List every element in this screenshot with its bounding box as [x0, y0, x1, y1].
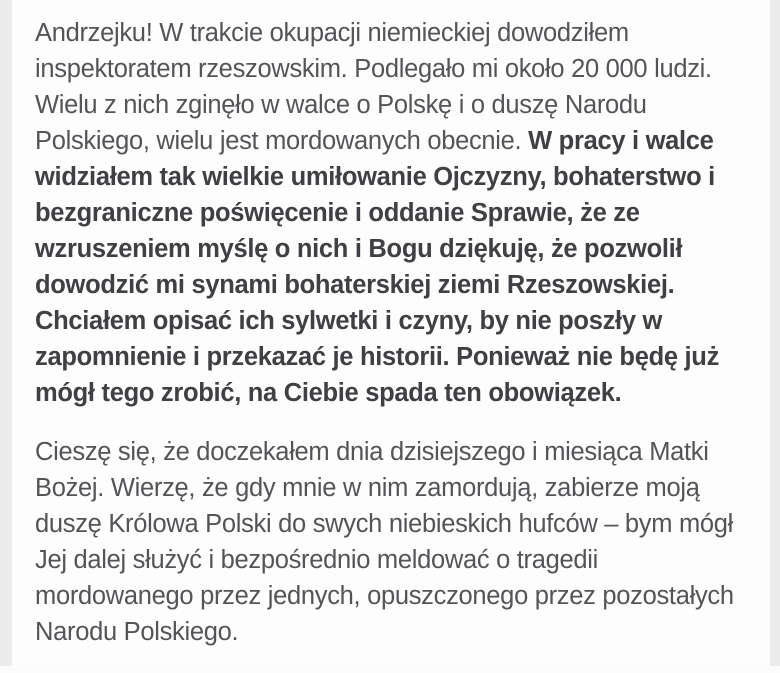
right-gutter: [770, 0, 780, 666]
text-run-bold: dowodzić mi synami bohaterskiej ziemi Rzeszowskiej.: [35, 271, 675, 299]
text-line: [35, 434, 745, 470]
text-line: [35, 303, 745, 339]
text-run-bold: Chciałem opisać ich sylwetki i czyny, by nie poszły w: [35, 307, 663, 335]
text-run-bold: wzruszeniem myślę o nich i Bogu dziękuję, że pozwolił: [35, 235, 683, 263]
text-line: [35, 231, 745, 267]
text-run-regular: Polskiego, wielu jest mordowanych obecnie.: [35, 127, 529, 155]
text-run-bold: widziałem tak wielkie umiłowanie Ojczyzny, bohaterstwo i: [35, 163, 715, 191]
left-gutter: [0, 0, 12, 666]
paragraph-2: [35, 434, 745, 650]
text-line: [35, 87, 745, 123]
text-line: [35, 339, 745, 375]
text-run-regular: Jej dalej służyć i bezpośrednio meldować o tragedii: [35, 546, 599, 574]
text-run-regular: duszę Królowa Polski do swych niebieskich hufców – bym mógł: [35, 510, 734, 538]
letter-text-card: [12, 0, 770, 666]
text-run-regular: inspektoratem rzeszowskim. Podlegało mi około 20 000 ludzi.: [35, 55, 712, 83]
text-line: [35, 159, 745, 195]
text-line: [35, 470, 745, 506]
text-run-bold: bezgraniczne poświęcenie i oddanie Sprawie, że ze: [35, 199, 640, 227]
text-run-regular: Cieszę się, że doczekałem dnia dzisiejszego i miesiąca Matki: [35, 438, 709, 466]
text-run-regular: Narodu Polskiego.: [35, 618, 239, 646]
text-line: [35, 267, 745, 303]
text-line: [35, 506, 745, 542]
text-run-regular: Bożej. Wierzę, że gdy mnie w nim zamordują, zabierze moją: [35, 474, 700, 502]
text-line: [35, 614, 745, 650]
text-line: [35, 578, 745, 614]
text-line: [35, 51, 745, 87]
text-line: [35, 375, 745, 411]
paragraph-1: [35, 15, 745, 411]
letter-text: [35, 15, 745, 673]
text-run-bold: mógł tego zrobić, na Ciebie spada ten obowiązek.: [35, 379, 622, 407]
text-run-bold: zapomnienie i przekazać je historii. Ponieważ nie będę już: [35, 343, 720, 371]
text-run-regular: Wielu z nich zginęło w walce o Polskę i o duszę Narodu: [35, 91, 647, 119]
text-line: [35, 15, 745, 51]
text-run-bold: W pracy i walce: [528, 127, 714, 155]
text-run-regular: mordowanego przez jednych, opuszczonego przez pozostałych: [35, 582, 734, 610]
text-line: [35, 123, 745, 159]
text-run-regular: Andrzejku! W trakcie okupacji niemieckiej dowodziłem: [35, 19, 629, 47]
text-line: [35, 542, 745, 578]
text-line: [35, 195, 745, 231]
